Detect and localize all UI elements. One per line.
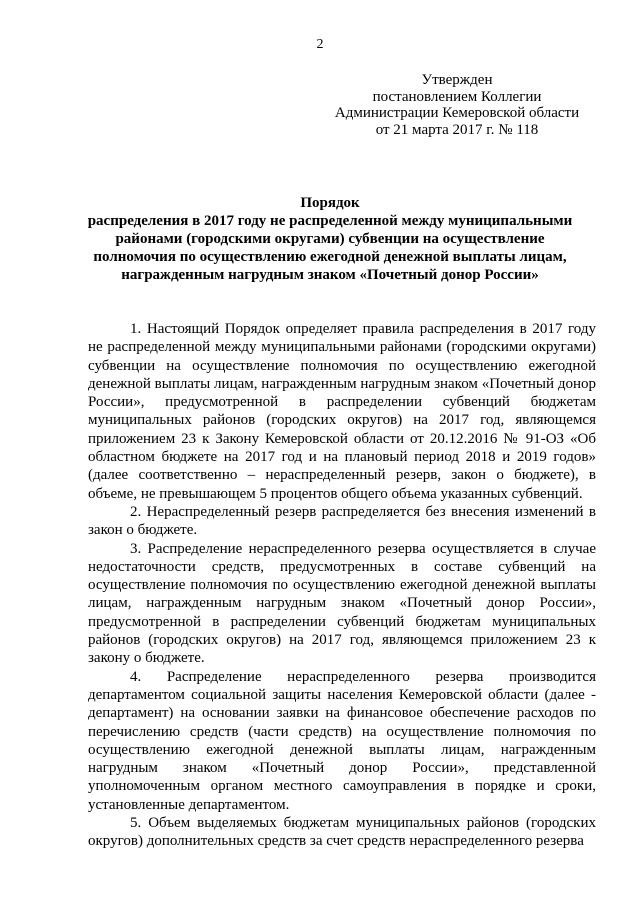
- title-line: распределения в 2017 году не распределенной между муниципальными: [87, 213, 573, 229]
- document-title: [70, 194, 590, 284]
- approval-line: постановлением Коллегии: [372, 88, 542, 105]
- page-number: 2: [316, 37, 324, 52]
- title-line: полномочия по осуществлению ежегодной денежной выплаты лицам,: [93, 249, 567, 265]
- paragraph-4: 4. Распределение нераспределенного резерва производится департаментом социальной защиты населения Кемеровской области (далее - департамент) на основании заявки на финансовое обеспечение расходов по перечислению средств (части средств) на осуществление полномочия по осуществлению ежегодной денежной выплаты лицам, награжденным нагрудным знаком «Почетный донор России», представленной уполномоченным органом местного самоуправления в порядке и сроки, установленные департаментом.: [88, 668, 596, 813]
- approval-line: Администрации Кемеровской области: [334, 105, 580, 121]
- approval-stamp: [322, 72, 592, 138]
- paragraph-2: 2. Нераспределенный резерв распределяется без внесения изменений в закон о бюджете.: [88, 503, 596, 539]
- approval-line: Утвержден: [421, 72, 493, 88]
- title-heading: Порядок: [300, 195, 360, 211]
- title-line: районами (городскими округами) субвенции на осуществление: [115, 231, 545, 247]
- title-line: награжденным нагрудным знаком «Почетный донор России»: [121, 267, 539, 283]
- paragraph-3: 3. Распределение нераспределенного резерва осуществляется в случае недостаточности средств, предусмотренных в составе субвенций на осуществление полномочия по осуществлению ежегодной денежной выплаты лицам, награжденным нагрудным знаком «Почетный донор России», предусмотренной в распределении субвенций бюджетам муниципальных районов (городских округов) на 2017 год, являющемся приложением 23 к закону о бюджете.: [88, 540, 596, 667]
- paragraph-5: 5. Объем выделяемых бюджетам муниципальных районов (городских округов) дополнительных средств за счет средств нераспределенного резерва: [88, 815, 596, 850]
- paragraph-1: 1. Настоящий Порядок определяет правила распределения в 2017 году не распределенной между муниципальными районами (городскими округами) субвенции на осуществление полномочия по осуществлению ежегодной денежной выплаты лицам, награжденным нагрудным знаком «Почетный донор России», предусмотренной в распределении субвенций бюджетам муниципальных районов (городских округов) на 2017 год, являющемся приложением 23 к Закону Кемеровской области от 20.12.2016 № 91-ОЗ «Об областном бюджете на 2017 год и на плановый период 2018 и 2019 годов» (далее соответственно – нераспределенный резерв, закон о бюджете), в объеме, не превышающем 5 процентов общего объема указанных субвенций.: [88, 321, 596, 502]
- approval-line: от 21 марта 2017 г. № 118: [375, 121, 539, 138]
- document-body: [88, 320, 596, 851]
